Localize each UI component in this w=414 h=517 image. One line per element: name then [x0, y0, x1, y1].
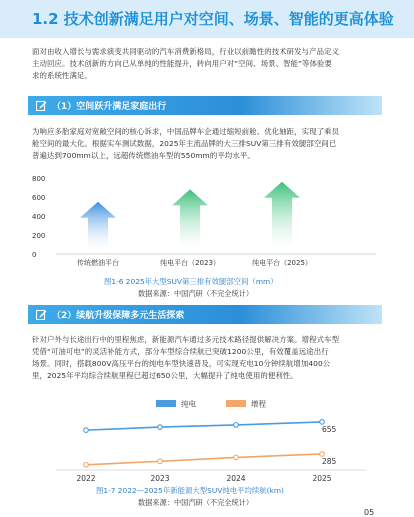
intro-paragraph [32, 46, 392, 82]
x-tick-label: 2024 [226, 474, 246, 483]
section-2-paragraph [32, 334, 392, 382]
data-label: 285 [322, 456, 337, 466]
legend-swatch [226, 400, 246, 407]
data-point [320, 420, 325, 425]
body-line: 为响应多胎家庭对宽敞空间的核心诉求，中国品牌车企通过缩短前舱、优化轴距，实现了乘员 [32, 127, 340, 136]
chart-1-source: 数据来源：中国汽研（不完全统计） [138, 289, 254, 298]
data-point [234, 423, 239, 428]
section-1-bar [28, 96, 382, 115]
chart-2-caption: 图1-7 2022—2025年新能源大型SUV纯电平均续航(km) [96, 486, 284, 495]
data-point [158, 459, 163, 464]
x-tick-label: 2023 [150, 474, 170, 483]
page-title: 1.2 技术创新满足用户对空间、场景、智能的更高体验 [32, 10, 394, 28]
data-point [234, 455, 239, 460]
y-tick-label: 600 [32, 194, 46, 202]
data-point [158, 425, 163, 430]
x-tick-label: 传统燃油平台 [77, 259, 119, 267]
data-point [84, 463, 89, 468]
section-2-title: （2）续航升级保障多元生活探索 [52, 311, 185, 321]
section-1-paragraph [32, 126, 392, 162]
y-tick-label: 800 [32, 175, 46, 183]
section-header [0, 0, 414, 38]
body-line: 针对户外与长途出行中的里程焦虑，新能源汽车通过多元技术路径提供解决方案。增程式车型 [32, 335, 340, 344]
bar-arrow [172, 189, 208, 250]
section-1-title: （1）空间跃升满足家庭出行 [52, 102, 167, 112]
section-2-bar [28, 305, 382, 324]
body-line: 舱空间的最大化。根据实车测试数据，2025年主流品牌的大三排SUV第三排有效腿部空间已 [32, 139, 337, 148]
y-tick-label: 200 [32, 232, 46, 240]
data-point [320, 452, 325, 457]
bar-arrow [264, 182, 300, 250]
edit-icon [36, 309, 47, 320]
bar-arrow [80, 202, 116, 250]
edit-icon [36, 100, 47, 111]
x-tick-label: 2025 [312, 474, 332, 483]
body-line: 普遍达到700mm以上，远超传统燃油车型的550mm的平均水平。 [32, 151, 255, 160]
chart-2-source: 数据来源：中国汽研（不完全统计） [138, 498, 254, 507]
series-line [86, 454, 322, 465]
intro-line: 主动回应。技术创新的方向已从单纯的性能提升，转向用户对“空间、场景、智能”等体验要 [32, 59, 332, 68]
x-tick-label: 纯电平台（2023） [160, 259, 220, 267]
page-number: 05 [364, 508, 375, 517]
body-line: 场景。同时，搭载800V高压平台的纯电车型快速普及，可实现充电10分钟续航增加400公 [32, 359, 331, 368]
chart-1-caption: 图1-6 2025年大型SUV第三排有效腿部空间（mm） [104, 277, 278, 286]
body-line: 里，2025年平均综合续航里程已超过650公里，大幅提升了纯电使用的便利性。 [32, 371, 298, 380]
intro-line: 面对由收入增长与需求演变共同驱动的汽车消费新格局，行业以前瞻性的技术研发与产品定义 [32, 47, 340, 56]
data-label: 655 [322, 424, 337, 434]
legend-swatch [156, 400, 176, 407]
legend-label: 增程 [251, 399, 266, 409]
legend-label: 纯电 [181, 399, 196, 409]
body-line: 凭借“可油可电”的灵活补能方式，部分车型综合续航已突破1200公里，有效覆盖远途出行 [32, 347, 329, 356]
range-line-chart [26, 396, 388, 484]
legroom-bar-chart [26, 172, 388, 276]
y-tick-label: 400 [32, 213, 46, 221]
series-line [86, 422, 322, 430]
y-tick-label: 0 [32, 251, 37, 259]
data-point [84, 428, 89, 433]
intro-line: 求的系统性满足。 [32, 71, 92, 80]
x-tick-label: 纯电平台（2025） [252, 259, 312, 267]
x-tick-label: 2022 [76, 474, 96, 483]
